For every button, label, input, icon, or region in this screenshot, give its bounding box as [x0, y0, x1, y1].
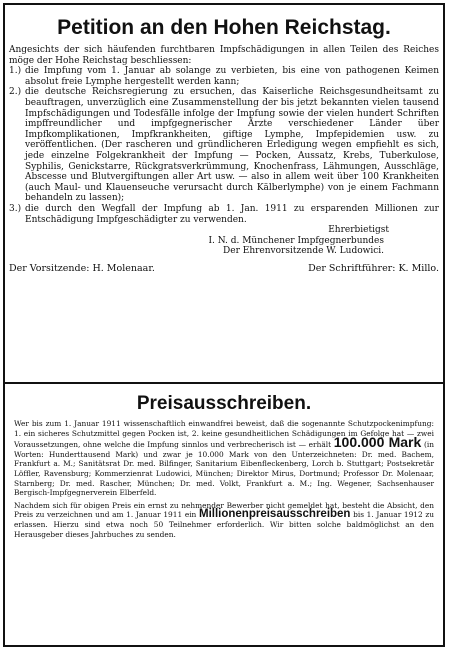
petition-item-3	[9, 204, 439, 225]
prize-text-e: bis 1. Januar 1912 zu erlassen. Hierzu sind etwa noch 50 Teilnehmer erforderlich. Wir bitten solche baldmöglichst an den Herausgeber dieses Jahrbuches zu senden.	[14, 510, 435, 539]
petition-section	[9, 8, 439, 274]
item-number: 2.)	[9, 87, 22, 98]
item-text: die Impfung vom 1. Januar ab solange zu verbieten, bis eine von pathogenen Keimen absolut freie Lymphe hergestellt werden kann;	[25, 66, 439, 87]
prize-text-b: Schutzpockenimpfung: 1. ein sicheres Schutzmittel gegen Pocken ist, 2. keine gesundheitlichen Schädigungen im Gefolge hat — zwei Voraussetzungen, ohne welche die Impfung sinnlos und verbrecherisch ist — erhält	[14, 419, 434, 450]
item-number: 1.)	[9, 66, 22, 77]
prize-text-d: Nachdem sich für obigen Preis ein ernst zu nehmender Bewerber nicht gemeldet hat, besteht die Absicht, den Preis zu verzeichnen und am 1. Januar 1911 ein	[14, 500, 434, 520]
petition-intro: Angesichts der sich häufenden furchtbaren Impfschädigungen in allen Teilen des Reiches möge der Hohe Reichstag beschliessen:	[9, 45, 439, 66]
prize-text-c: (in Worten: Hunderttausend Mark) und zwar je 10.000 Mark von den Unterzeichneten: Dr. med. Bachem, Frankfurt a. M.; Sanitätsrat Dr. med. Bilfinger, Sanitarium Eibenfleckenberg, Lorch b. Stuttgart; Postsekretär Löffler, Ravensburg; Kommerzienrat Ludowici, München; Direktor Mirus, Dortmund; Professor Dr. Molenaar, Starnberg; Dr. med. Rascher, München; Dr. med. Volkt, Frankfurt a. M.; Ing. Wegener, Sachsenhauser Bergisch-Impfgegnerverein Elberfeld.	[14, 440, 434, 498]
item-text: die deutsche Reichsregierung zu ersuchen, das Kaiserliche Reichsgesundheitsamt zu beauftragen, unverzüglich eine Zusammenstellung der bis jetzt bekannten vielen tausend Impfschädigungen und Todesfälle infolge der Impfung sowie der vielen hundert Schriften impffreundlicher und impfgegnerischer Ärzte verschiedener Länder über Impfkomplikationen, Impfkrankheiten, giftige Lymphe, Impfepidemien usw. zu veröffentlichen. (Der rascheren und gründlicheren Erledigung wegen empfiehlt es sich, jede einzelne Folgekrankheit der Impfung — Pocken, Aussatz, Krebs, Tuberkulose, Syphilis, Genickstarre, Rückgratsverkrümmung, Knochenfrass, Lähmungen, Ausschläge, Abscesse und Blutvergiftungen aller Art usw. — also in allem weit über 100 Krankheiten (auch Maul- und Klauenseuche verursacht durch Kälberlymphe) von je einem Fachmann behandeln zu lassen);	[25, 87, 439, 204]
section-divider	[3, 382, 445, 384]
item-number: 3.)	[9, 203, 22, 214]
prize-section	[14, 393, 434, 539]
prize-paragraph-2	[14, 501, 434, 539]
org-line-2: Der Ehrenvorsitzende W. Ludowici.	[223, 246, 384, 257]
petition-item-2	[9, 87, 439, 204]
million-prize-heading: Millionenpreisausschreiben	[199, 508, 351, 521]
org-line-1: I. N. d. Münchener Impfgegnerbundes	[208, 235, 384, 246]
prize-amount: 100.000 Mark	[333, 434, 422, 451]
prize-paragraph-1	[14, 419, 434, 498]
petition-item-1	[9, 66, 439, 87]
secretary-signature: Der Schriftführer: K. Millo.	[308, 262, 439, 274]
officers-line	[9, 263, 439, 274]
prize-text-a: Wer bis zum 1. Januar 1911 wissenschaftlich einwandfrei beweist, daß die sogenannte	[14, 419, 345, 428]
item-text: die durch den Wegfall der Impfung ab 1. Jan. 1911 zu ersparenden Millionen zur Entschädigung Impfgeschädigter zu verwenden.	[25, 203, 439, 225]
petition-title: Petition an den Hohen Reichstag.	[57, 16, 391, 39]
regards-line: Ehrerbietigst	[328, 225, 389, 236]
chair-signature: Der Vorsitzende: H. Molenaar.	[9, 262, 155, 274]
petition-closing	[9, 225, 439, 257]
prize-title: Preisausschreiben.	[136, 393, 312, 414]
